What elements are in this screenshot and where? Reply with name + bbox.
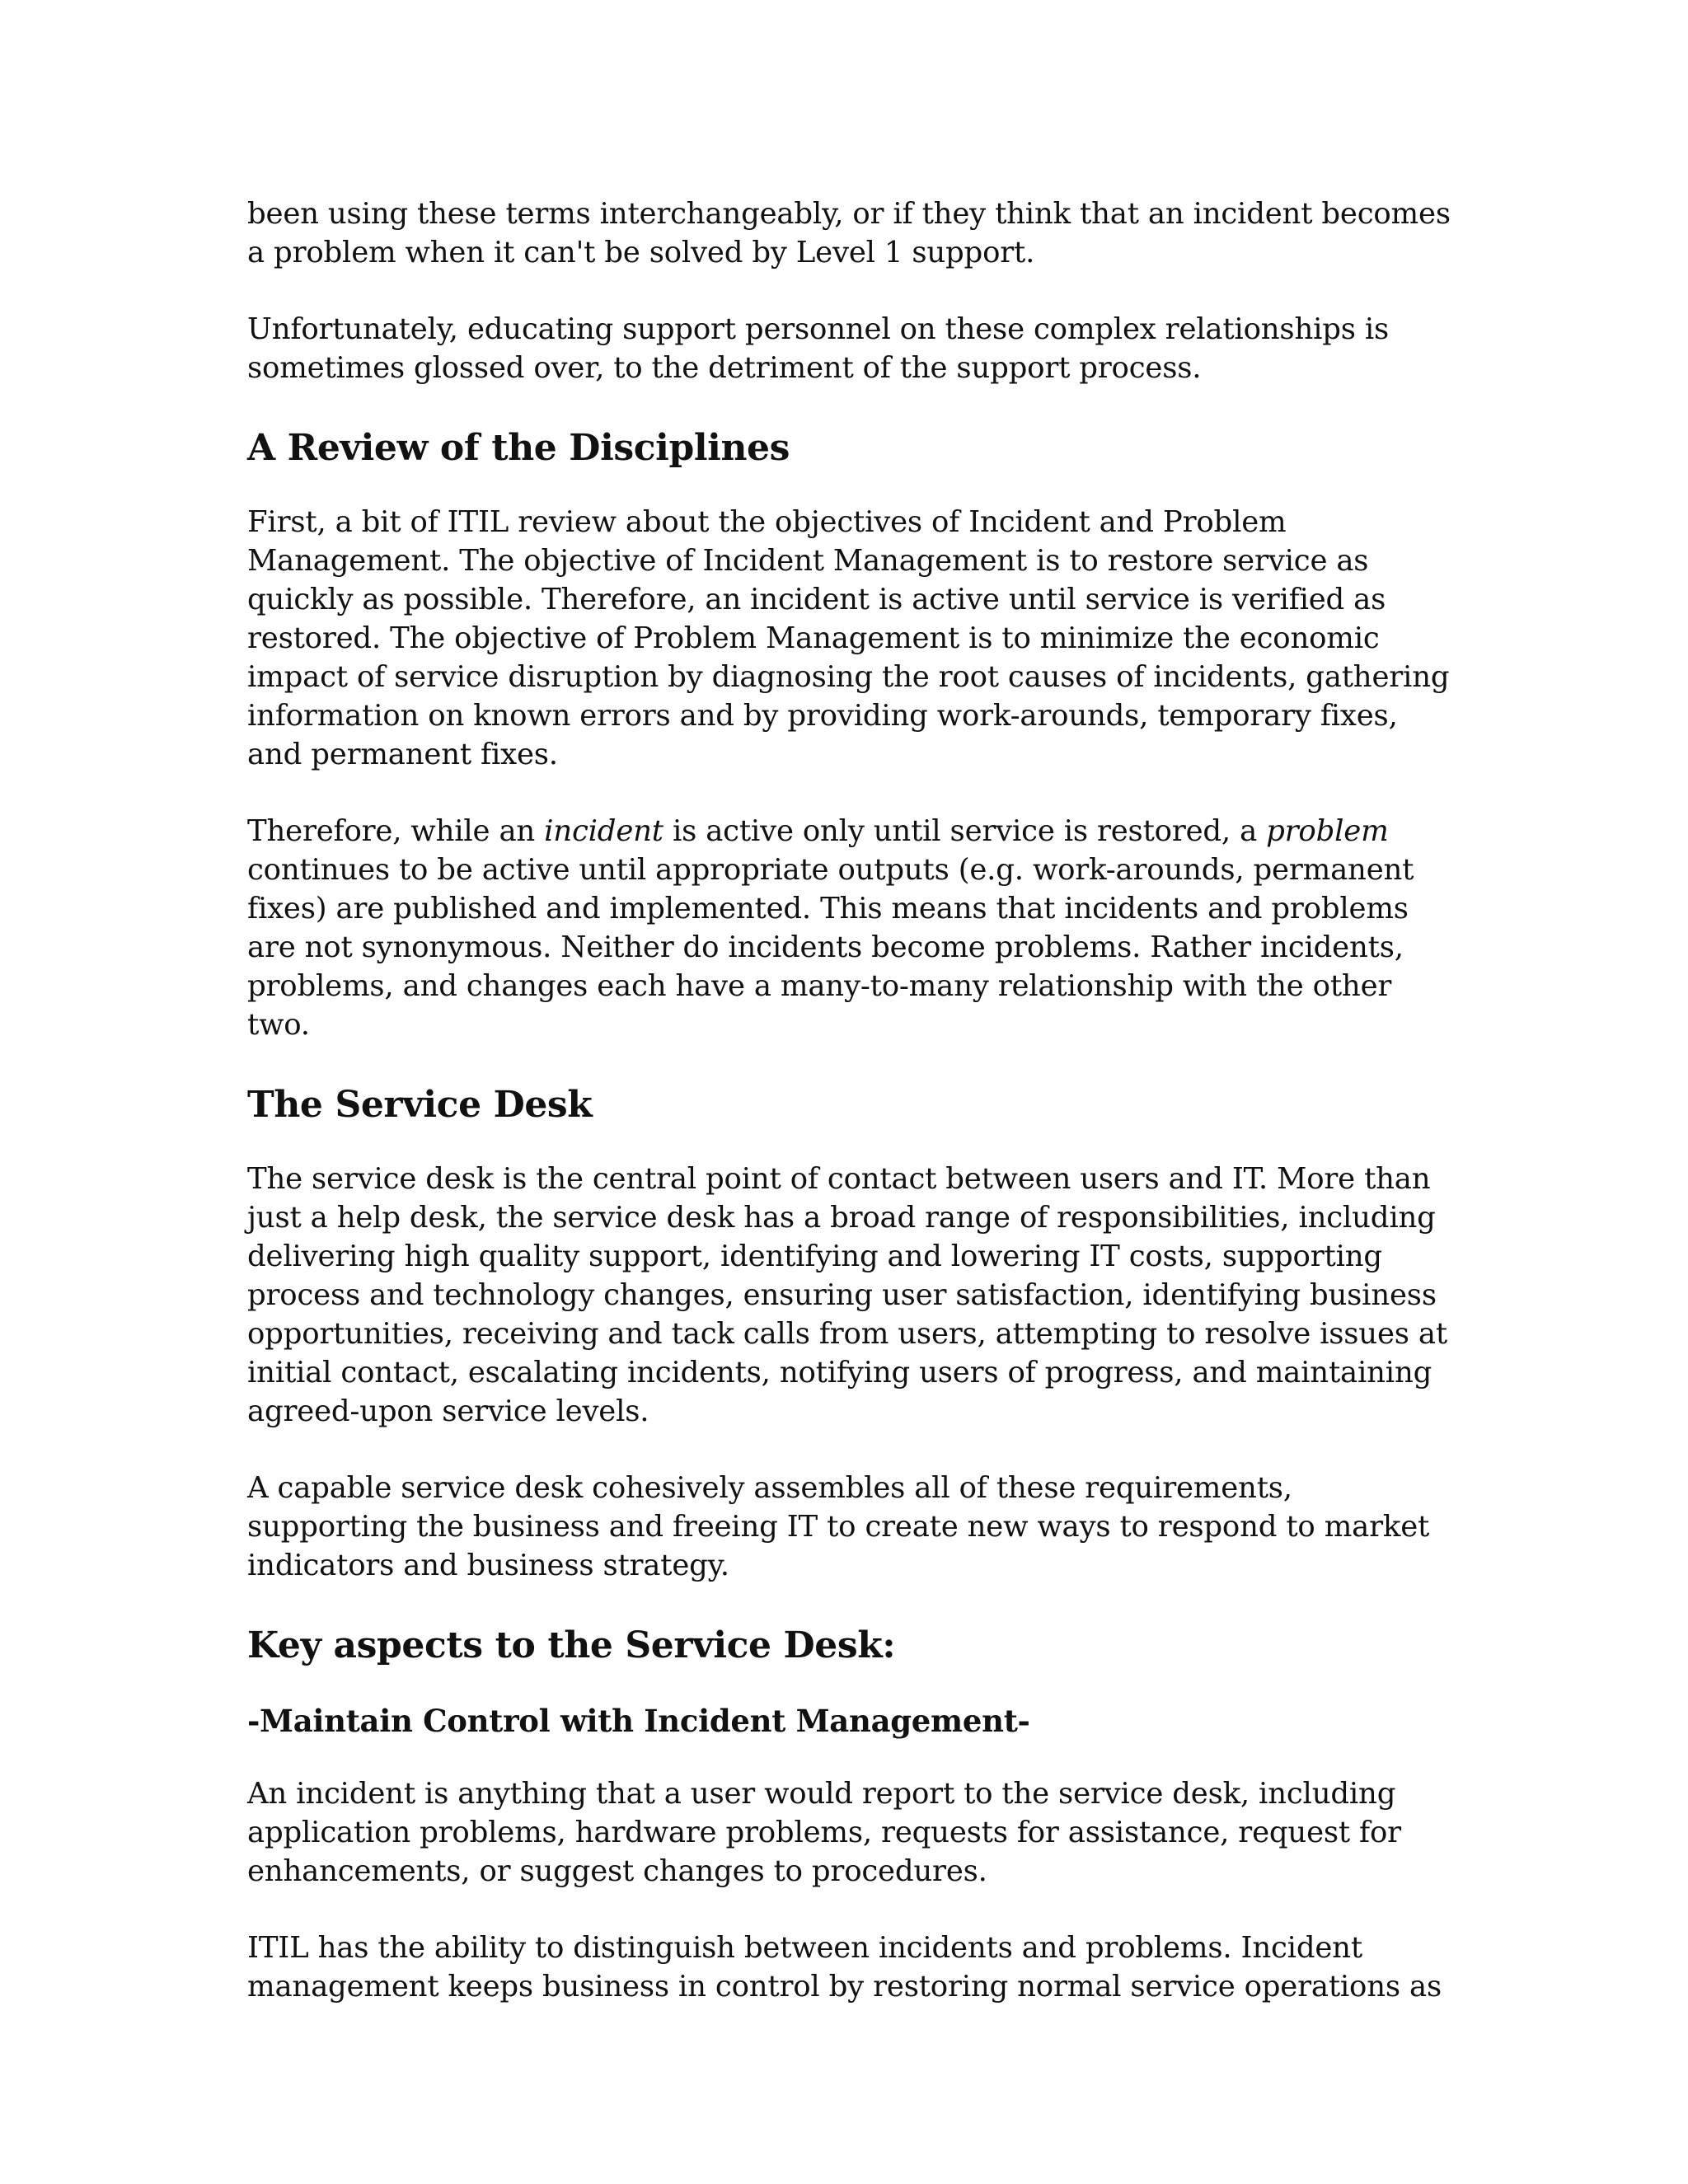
subheading-incident-management: -Maintain Control with Incident Management- [247,1703,1030,1739]
text-run: Therefore, while an [247,814,545,848]
paragraph-terms: been using these terms interchangeably, or if they think that an incident becomes a problem when it can't be solved by Level 1 support. [247,197,1451,269]
heading-service-desk: The Service Desk [247,1084,593,1126]
paragraph-service-desk-role: The service desk is the central point of contact between users and IT. More than just a help desk, the service desk has a broad range of responsibilities, including delivering high quality support, identifying and lowering IT costs, supporting process and technology changes, ensuring user satisfaction, identifying business opportunities, receiving and tack calls from users, attempting to resolve issues at initial contact, escalating incidents, notifying users of progress, and maintaining agreed-upon service levels. [247,1162,1447,1428]
text-run: is active only until service is restored, a [663,814,1267,848]
emphasis-incident: incident [544,814,663,848]
document-body [247,194,1451,2044]
paragraph-education: Unfortunately, educating support personnel on these complex relationships is sometimes glossed over, to the detriment of the support process. [247,312,1390,385]
paragraph-itil-review: First, a bit of ITIL review about the objectives of Incident and Problem Management. The objective of Incident Management is to restore service as quickly as possible. Therefore, an incident is active until service is verified as restored. The objective of Problem Management is to minimize the economic impact of service disruption by diagnosing the root causes of incidents, gathering information on known errors and by providing work-arounds, temporary fixes, and permanent fixes. [247,505,1450,771]
emphasis-problem: problem [1266,814,1389,848]
heading-review-disciplines: A Review of the Disciplines [247,427,790,469]
text-run: continues to be active until appropriate outputs (e.g. work-arounds, permanent fixes) are published and implemented. This means that incidents and problems are not synonymous. Neither do incidents become problems. Rather incidents, problems, and changes each have a many-to-many relationship with the other two. [247,853,1414,1042]
paragraph-capable-service-desk: A capable service desk cohesively assembles all of these requirements, supporting the business and freeing IT to create new ways to respond to market indicators and business strategy. [247,1471,1430,1582]
paragraph-itil-distinguish: ITIL has the ability to distinguish between incidents and problems. Incident management keeps business in control by restoring normal service operations as [247,1931,1442,2004]
paragraph-incident-vs-problem [247,812,1451,1044]
heading-key-aspects: Key aspects to the Service Desk: [247,1624,896,1666]
paragraph-incident-definition: An incident is anything that a user would report to the service desk, including application problems, hardware problems, requests for assistance, request for enhancements, or suggest changes to procedures. [247,1777,1401,1888]
